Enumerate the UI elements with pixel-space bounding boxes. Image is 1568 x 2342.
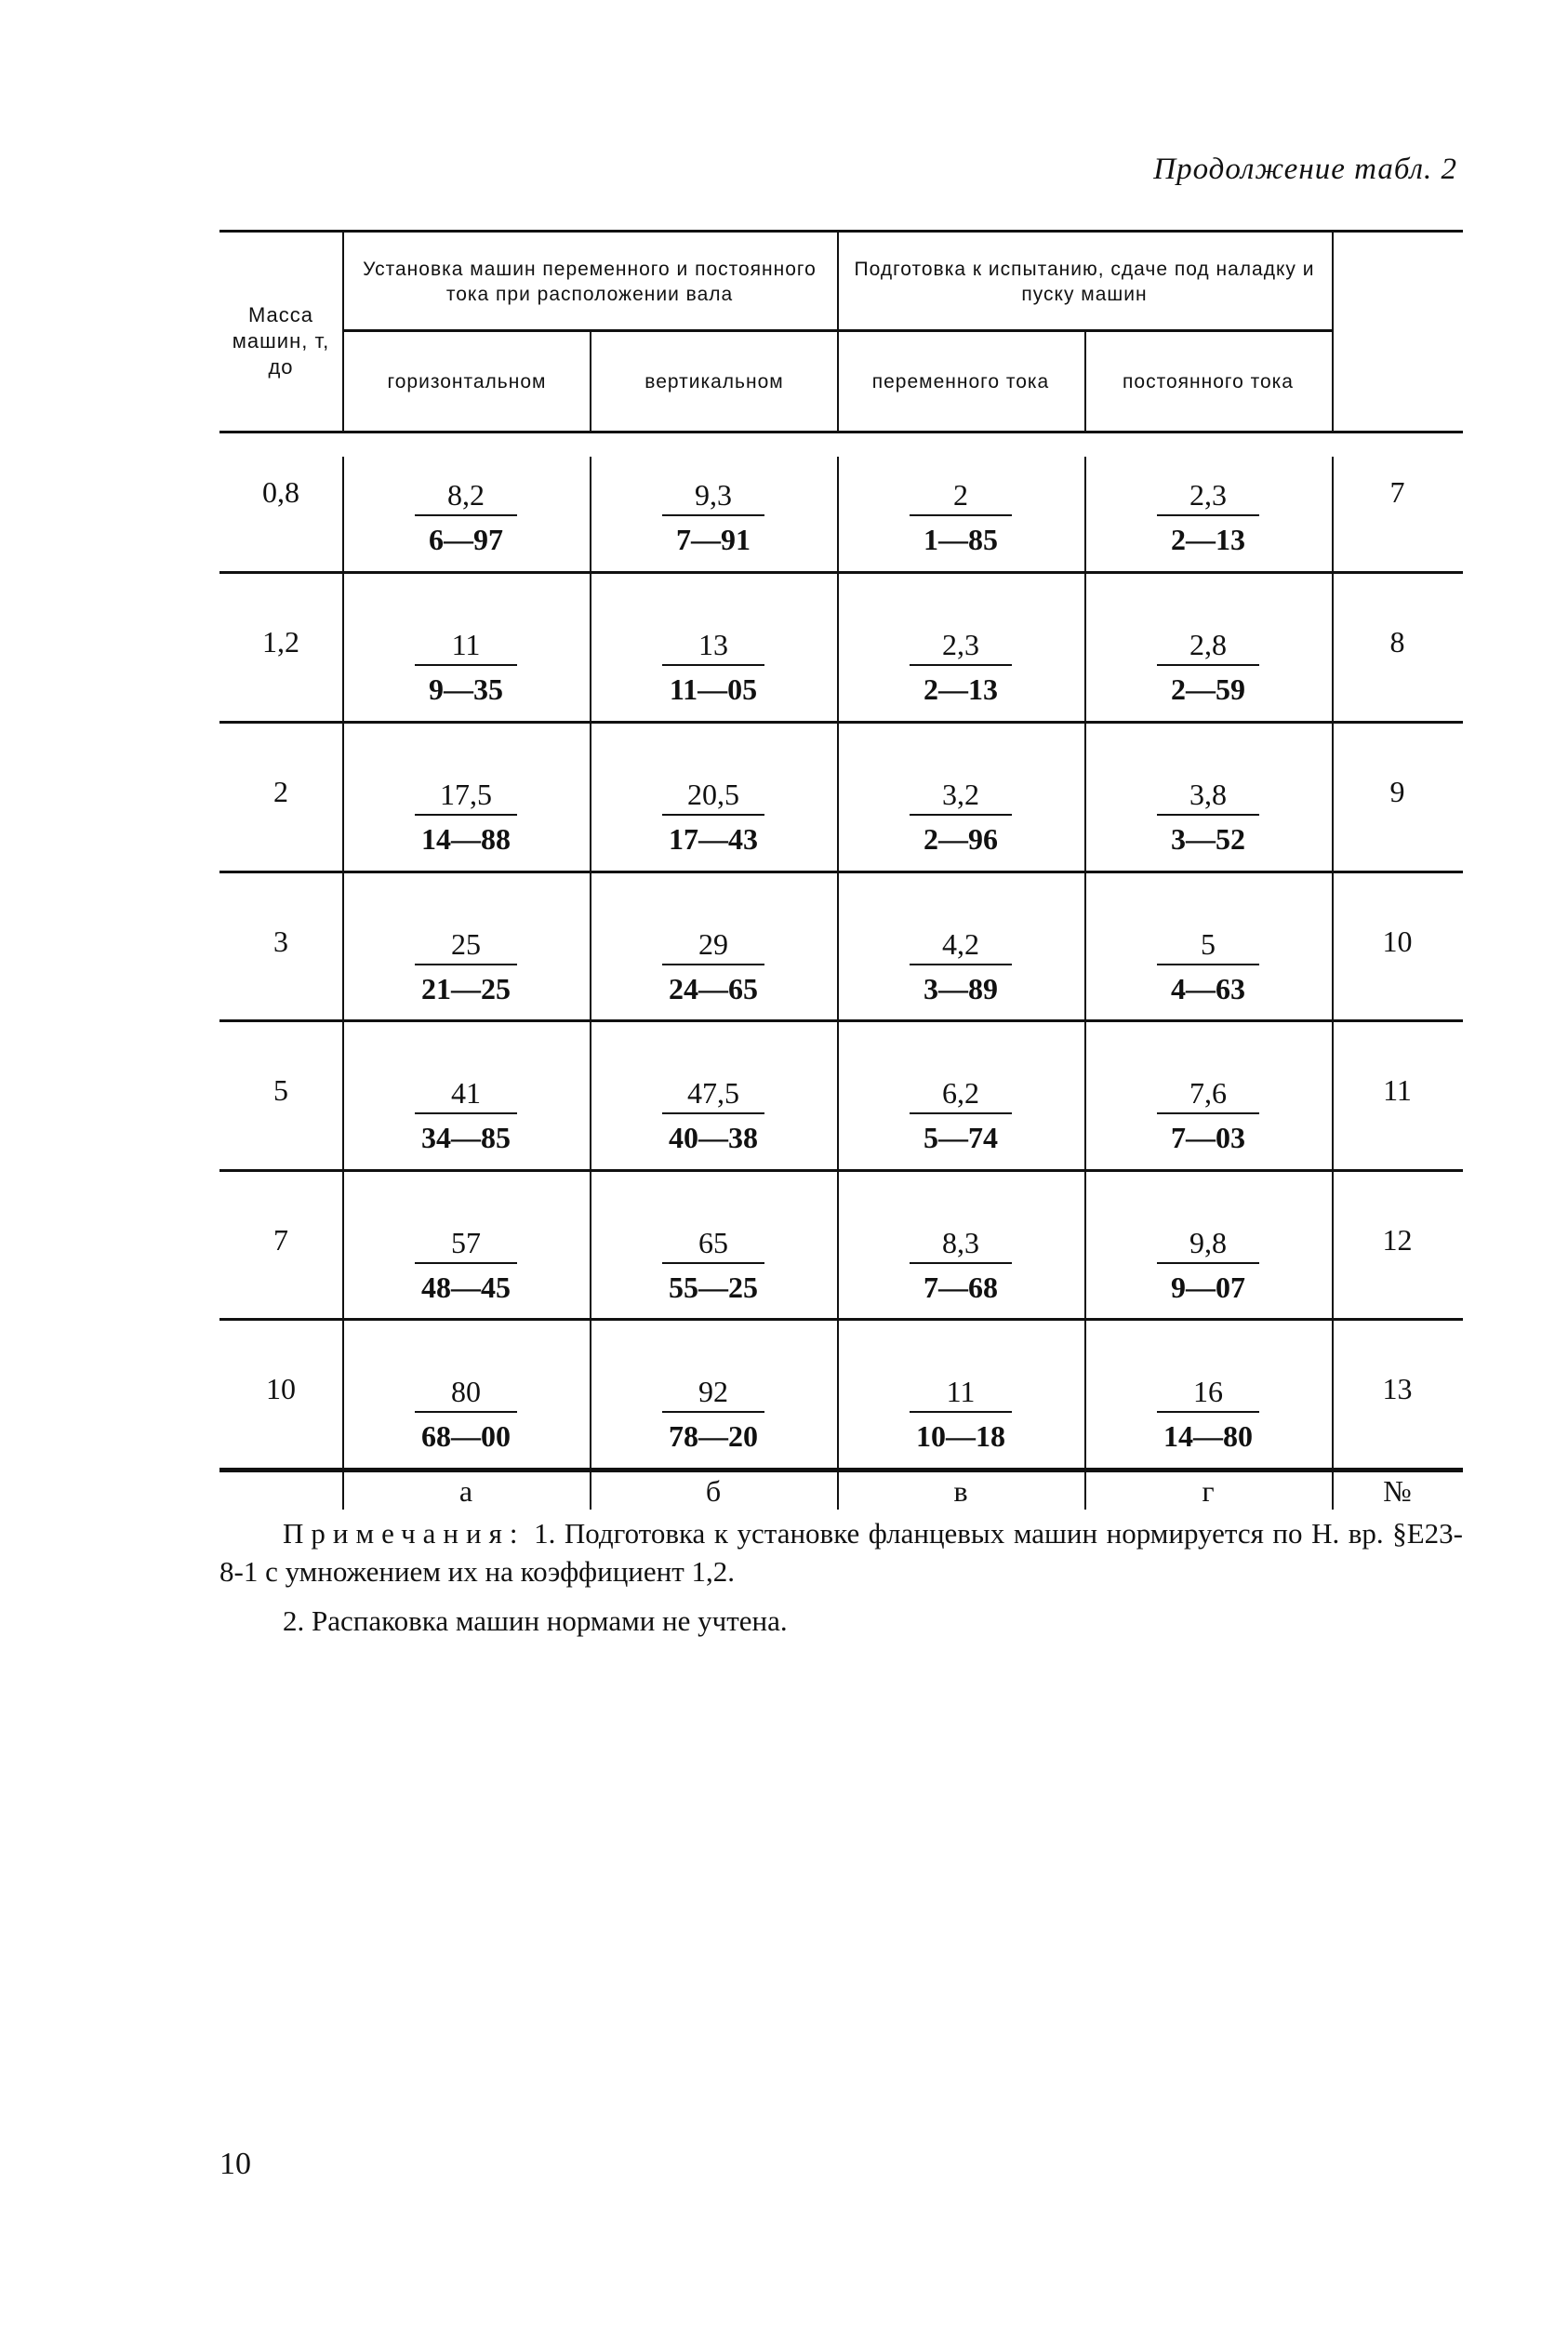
norm-time: 2,3 <box>1157 479 1259 516</box>
value-cell-b <box>662 1227 764 1303</box>
row-number: 13 <box>1382 1372 1413 1405</box>
price: 3—52 <box>1171 822 1245 856</box>
price: 7—03 <box>1171 1121 1245 1154</box>
note-1 <box>219 1514 1463 1590</box>
price: 40—38 <box>669 1121 758 1154</box>
norm-time: 5 <box>1157 928 1259 965</box>
value-cell-c <box>910 629 1012 705</box>
value-cell-b <box>662 1077 764 1153</box>
price: 14—80 <box>1163 1419 1253 1453</box>
norm-time: 8,2 <box>415 479 517 516</box>
norm-time: 8,3 <box>910 1227 1012 1264</box>
price: 2—59 <box>1171 672 1245 706</box>
value-cell-d <box>1157 629 1259 705</box>
price: 4—63 <box>1171 972 1245 1005</box>
price: 78—20 <box>669 1419 758 1453</box>
norm-time: 80 <box>415 1376 517 1413</box>
value-cell-b <box>662 1376 764 1452</box>
norm-time: 11 <box>415 629 517 666</box>
mass-cell: 2 <box>273 775 288 808</box>
price: 2—96 <box>924 822 998 856</box>
row-number: 11 <box>1383 1073 1412 1107</box>
price: 7—68 <box>924 1271 998 1304</box>
norm-time: 29 <box>662 928 764 965</box>
value-cell-c <box>910 479 1012 555</box>
value-cell-d <box>1157 479 1259 555</box>
norm-time: 16 <box>1157 1376 1259 1413</box>
header-mass: Масса машин, т, до <box>232 303 330 379</box>
norm-time: 3,8 <box>1157 778 1259 816</box>
value-cell-c <box>910 1376 1012 1452</box>
table-row <box>219 608 1463 758</box>
mass-cell: 3 <box>273 925 288 958</box>
table-top-rule <box>219 230 1463 233</box>
value-cell-b <box>662 928 764 1005</box>
value-cell-a <box>415 1376 517 1452</box>
column-letter-b: б <box>705 1474 722 1508</box>
value-cell-c <box>910 1227 1012 1303</box>
row-number: 8 <box>1389 625 1405 659</box>
price: 2—13 <box>1171 523 1245 556</box>
column-letter-a: а <box>458 1474 473 1508</box>
column-letter-number: № <box>1383 1474 1412 1508</box>
value-cell-a <box>415 629 517 705</box>
table-row <box>219 1206 1463 1356</box>
price: 24—65 <box>669 972 758 1005</box>
value-cell-b <box>662 479 764 555</box>
price: 48—45 <box>421 1271 511 1304</box>
header-bottom-rule <box>219 431 1463 433</box>
norm-time: 13 <box>662 629 764 666</box>
row-number: 12 <box>1382 1223 1413 1257</box>
header-preparation: Подготовка к испытанию, сдаче под наладку и пуску машин <box>854 259 1315 305</box>
value-cell-c <box>910 928 1012 1005</box>
price: 68—00 <box>421 1419 511 1453</box>
table-row <box>219 1057 1463 1206</box>
value-cell-d <box>1157 928 1259 1005</box>
row-number: 7 <box>1389 475 1405 509</box>
mass-cell: 0,8 <box>262 475 299 509</box>
value-cell-a <box>415 479 517 555</box>
norm-time: 6,2 <box>910 1077 1012 1114</box>
mass-cell: 7 <box>273 1223 288 1257</box>
value-cell-d <box>1157 1227 1259 1303</box>
norm-time: 2,8 <box>1157 629 1259 666</box>
value-cell-c <box>910 1077 1012 1153</box>
mass-cell: 1,2 <box>262 625 299 659</box>
price: 9—35 <box>429 672 503 706</box>
column-letter-d: г <box>1202 1474 1215 1508</box>
header-installation: Установка машин переменного и постоянного тока при расположении вала <box>363 259 817 305</box>
note-1-text: 1. Подготовка к установке фланцевых машин нормируется по Н. вр. §Е23-8-1 с умножением их на коэффициент 1,2. <box>219 1517 1463 1588</box>
price: 34—85 <box>421 1121 511 1154</box>
row-number: 10 <box>1382 925 1413 958</box>
page-number: 10 <box>219 2147 251 2181</box>
col-divider <box>837 230 839 431</box>
price: 1—85 <box>924 523 998 556</box>
price: 7—91 <box>676 523 751 556</box>
price: 55—25 <box>669 1271 758 1304</box>
norm-time: 9,3 <box>662 479 764 516</box>
col-divider <box>1084 329 1086 431</box>
table-caption: Продолжение табл. 2 <box>1153 153 1457 186</box>
value-cell-d <box>1157 1077 1259 1153</box>
norm-time: 2,3 <box>910 629 1012 666</box>
value-cell-a <box>415 778 517 855</box>
price: 10—18 <box>916 1419 1005 1453</box>
norm-time: 3,2 <box>910 778 1012 816</box>
norm-time: 4,2 <box>910 928 1012 965</box>
price: 5—74 <box>924 1121 998 1154</box>
mass-cell: 5 <box>273 1073 288 1107</box>
norm-time: 20,5 <box>662 778 764 816</box>
norm-time: 7,6 <box>1157 1077 1259 1114</box>
price: 9—07 <box>1171 1271 1245 1304</box>
notes-label: Примечания: <box>283 1517 525 1550</box>
column-letter-c: в <box>953 1474 968 1508</box>
value-cell-a <box>415 1227 517 1303</box>
value-cell-a <box>415 928 517 1005</box>
value-cell-c <box>910 778 1012 855</box>
price: 11—05 <box>669 672 758 706</box>
norm-time: 11 <box>910 1376 1012 1413</box>
header-vertical: вертикальном <box>644 370 784 393</box>
norm-time: 9,8 <box>1157 1227 1259 1264</box>
value-cell-b <box>662 629 764 705</box>
value-cell-d <box>1157 778 1259 855</box>
header-horizontal: горизонтальном <box>387 370 547 393</box>
header-alternating-current: переменного тока <box>871 370 1050 393</box>
price: 6—97 <box>429 523 503 556</box>
table-row <box>219 459 1463 608</box>
price: 14—88 <box>421 822 511 856</box>
norm-time: 2 <box>910 479 1012 516</box>
price: 3—89 <box>924 972 998 1005</box>
norm-time: 92 <box>662 1376 764 1413</box>
price: 2—13 <box>924 672 998 706</box>
row-number: 9 <box>1389 775 1405 808</box>
table-row <box>219 908 1463 1058</box>
note-2: 2. Распаковка машин нормами не учтена. <box>283 1604 788 1637</box>
norm-time: 57 <box>415 1227 517 1264</box>
price: 17—43 <box>669 822 758 856</box>
header-direct-current: постоянного тока <box>1123 370 1294 393</box>
value-cell-b <box>662 778 764 855</box>
norm-time: 65 <box>662 1227 764 1264</box>
table-row <box>219 758 1463 908</box>
norm-time: 47,5 <box>662 1077 764 1114</box>
norm-time: 41 <box>415 1077 517 1114</box>
norm-time: 25 <box>415 928 517 965</box>
mass-cell: 10 <box>266 1372 296 1405</box>
col-divider <box>1332 230 1334 431</box>
value-cell-d <box>1157 1376 1259 1452</box>
norm-time: 17,5 <box>415 778 517 816</box>
value-cell-a <box>415 1077 517 1153</box>
price: 21—25 <box>421 972 511 1005</box>
